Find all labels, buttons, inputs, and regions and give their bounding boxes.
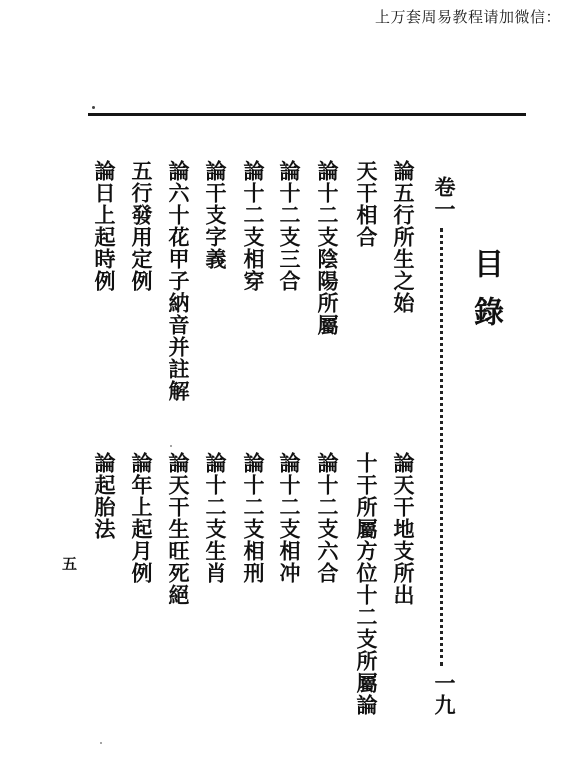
toc-entry: 論日上起時例	[92, 160, 117, 292]
toc-entry: 十干所屬方位十二支所屬論	[354, 452, 379, 716]
toc-entry: 論干支字義	[203, 160, 228, 270]
scan-speck	[100, 742, 102, 744]
toc-entry: 論十二支三合	[277, 160, 302, 292]
toc-entry: 論十二支生肖	[203, 452, 228, 584]
toc-entry: 論十二支六合	[315, 452, 340, 584]
page-number: 五	[62, 555, 78, 573]
toc-entry: 論六十花甲子納音并註解	[166, 160, 191, 402]
volume-page: 一九	[432, 672, 457, 716]
toc-entry: 論十二支陰陽所屬	[315, 160, 340, 336]
contact-notice: 上万套周易教程请加微信：	[374, 8, 561, 26]
toc-entry: 天干相合	[354, 160, 379, 248]
toc-entry: 論十二支相冲	[277, 452, 302, 584]
toc-entry: 論起胎法	[92, 452, 117, 540]
toc-entry: 論年上起月例	[129, 452, 154, 584]
toc-entry: 論十二支相刑	[241, 452, 266, 584]
toc-entry: 論十二支相穿	[241, 160, 266, 292]
toc-title: 目錄	[468, 248, 503, 344]
scan-speck	[170, 445, 172, 447]
volume-label: 卷一	[432, 176, 457, 220]
scan-dot	[92, 106, 95, 109]
toc-entry: 論天干生旺死絕	[166, 452, 191, 606]
toc-entry: 論天干地支所出	[391, 452, 416, 606]
top-rule	[88, 113, 526, 116]
toc-entry: 論五行所生之始	[391, 160, 416, 314]
dot-leader	[440, 228, 447, 666]
toc-entry: 五行發用定例	[129, 160, 154, 292]
